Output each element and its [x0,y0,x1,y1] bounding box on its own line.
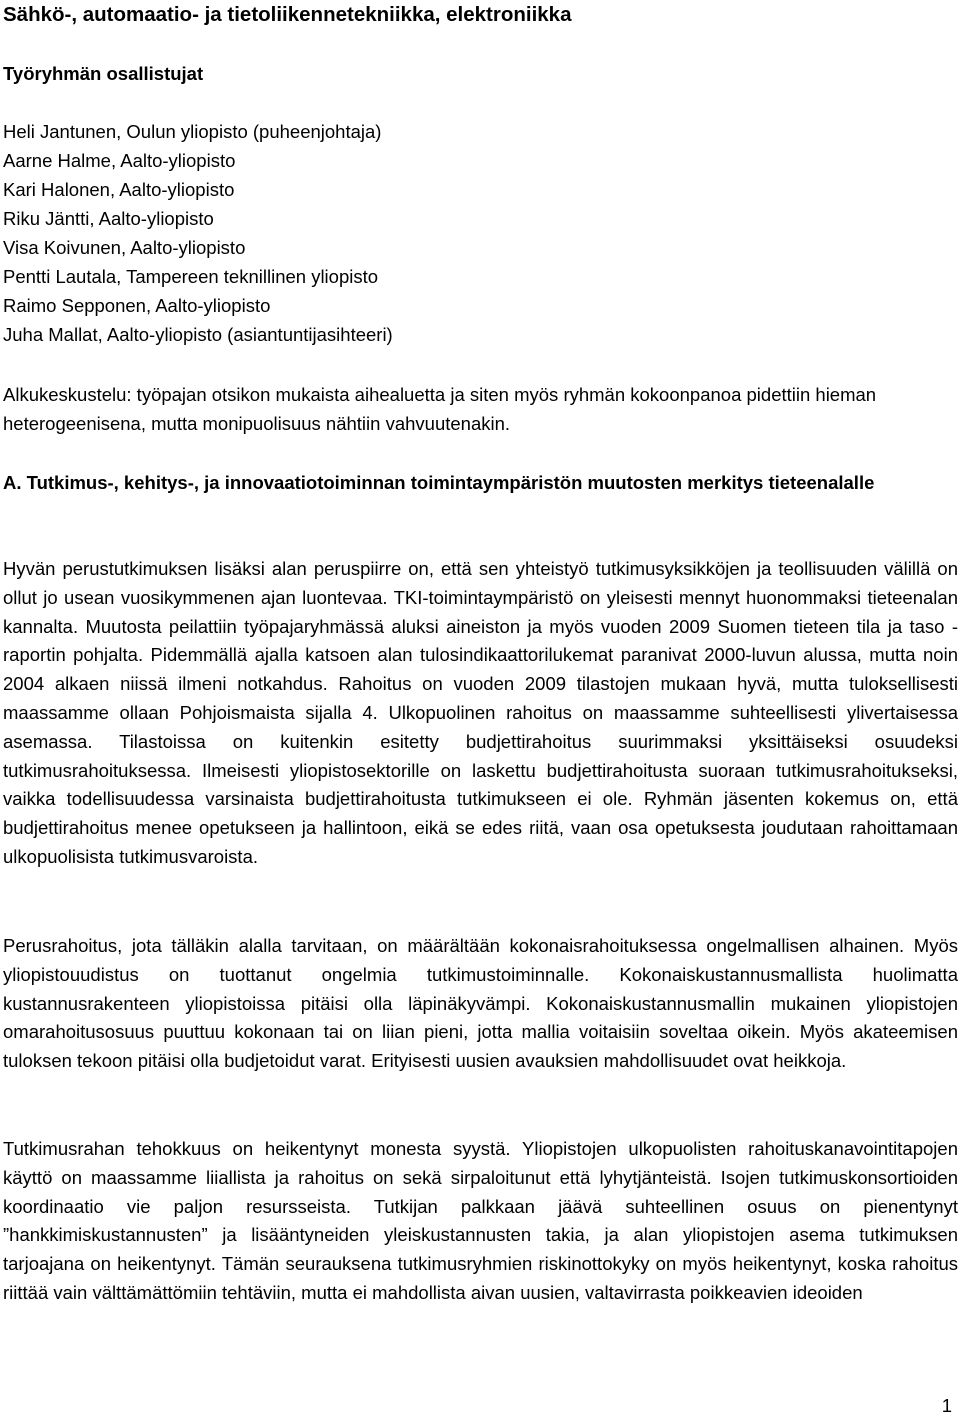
document-title: Sähkö-, automaatio- ja tietoliikennetekniikka, elektroniikka [3,3,572,26]
participant-item: Heli Jantunen, Oulun yliopisto (puheenjohtaja) [3,121,382,142]
body-paragraph: Perusrahoitus, jota tälläkin alalla tarvitaan, on määrältään kokonaisrahoituksessa ongelmallisen alhainen. Myös yliopistouudistus on tuottanut ongelmia tutkimustoiminnalle. Kokonaiskustannusmallista huolimatta kustannusrakenteen yliopistoissa pitäisi olla läpinäkyvämpi. Kokonaiskustannusmallin mukainen yliopistojen omarahoitusosuus puuttuu kokonaan tai on liian pieni, jotta mallia voitaisiin soveltaa oikein. Myös akateemisen tuloksen tekoon pitäisi olla budjetoidut varat. Erityisesti uusien avauksien mahdollisuudet ovat heikkoja. [3,935,958,1072]
intro-paragraph: Alkukeskustelu: työpajan otsikon mukaista aihealuetta ja siten myös ryhmän kokoonpanoa pidettiin hieman heterogeenisena, mutta monipuolisuus nähtiin vahvuutenakin. [3,384,877,434]
participant-item: Kari Halonen, Aalto-yliopisto [3,179,235,200]
participants-list [3,117,393,349]
participant-item: Visa Koivunen, Aalto-yliopisto [3,237,246,258]
participant-item: Aarne Halme, Aalto-yliopisto [3,150,236,171]
section-a-heading: A. Tutkimus-, kehitys-, ja innovaatiotoiminnan toimintaympäristön muutosten merkitys tieteenalalle [3,472,875,493]
participant-item: Raimo Sepponen, Aalto-yliopisto [3,295,271,316]
body-paragraph: Tutkimusrahan tehokkuus on heikentynyt monesta syystä. Yliopistojen ulkopuolisten rahoituskanavointitapojen käyttö on maassamme liiallista ja rahoitus on sekä sirpaloitunut että lyhytjänteistä. Isojen tutkimuskonsortioiden koordinaatio vie paljon resursseista. Tutkijan palkkaan jäävä suhteellinen osuus on pienentynyt ”hankkimiskustannusten” ja lisääntyneiden yleiskustannusten takia, ja alan yliopistojen asema tutkimuksen tarjoajana on heikentynyt. Tämän seurauksena tutkimusryhmien riskinottokyky on myös heikentynyt, koska rahoitus riittää vain välttämättömiin tehtäviin, mutta ei mahdollista aivan uusien, valtavirrasta poikkeavien ideoiden [3,1138,958,1303]
body-paragraph: Hyvän perustutkimuksen lisäksi alan peruspiirre on, että sen yhteistyö tutkimusyksikköjen ja teollisuuden välillä on ollut jo usean vuosikymmenen ajan luontevaa. TKI-toimintaympäristö on yleisesti mennyt huonommaksi tieteenalan kannalta. Muutosta peilattiin työpajaryhmässä aluksi aineiston ja myös vuoden 2009 Suomen tieteen tila ja taso -raportin pohjalta. Pidemmällä ajalla katsoen alan tulosindikaattorilukemat paranivat 2000-luvun alussa, mutta noin 2004 alkaen niissä ilmeni notkahdus. Rahoitus on vuoden 2009 tilastojen mukaan hyvä, mutta tuloksellisesti maassamme ollaan Pohjoismaista sijalla 4. Ulkopuolinen rahoitus on maassamme suhteellisesti ylivertaisessa asemassa. Tilastoissa on kuitenkin esitetty budjettirahoitus suurimmaksi yksittäiseksi osuudeksi tutkimusrahoituksessa. Ilmeisesti yliopistosektorille on laskettu budjettirahoitusta suoraan tutkimusrahoitukseksi, vaikka todellisuudessa varsinaista budjettirahoitusta tutkimukseen ei ole. Ryhmän jäsenten kokemus on, että budjettirahoitus menee opetukseen ja hallintoon, eikä se edes riitä, vaan osa opetuksesta joudutaan rahoittamaan ulkopuolisista tutkimusvaroista. [3,558,958,867]
participant-item: Riku Jäntti, Aalto-yliopisto [3,208,214,229]
participant-item: Juha Mallat, Aalto-yliopisto (asiantuntijasihteeri) [3,324,393,345]
participant-item: Pentti Lautala, Tampereen teknillinen yliopisto [3,266,379,287]
page-number: 1 [941,1395,952,1416]
participants-heading: Työryhmän osallistujat [3,63,204,84]
